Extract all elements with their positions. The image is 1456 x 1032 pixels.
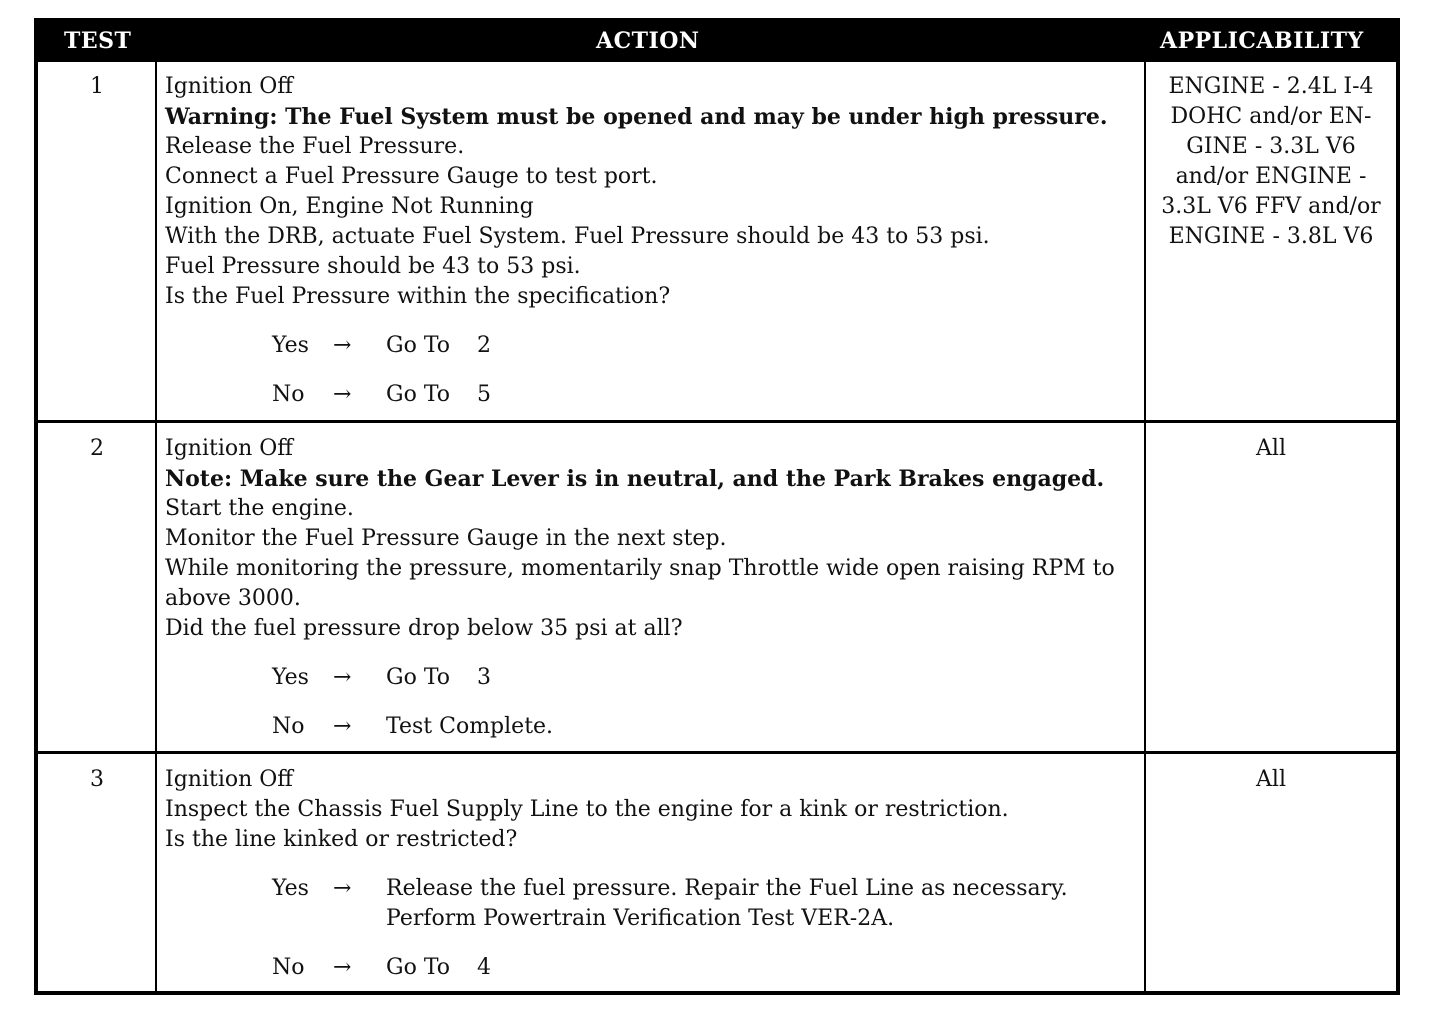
action-line: Ignition Off <box>165 436 293 461</box>
yes-step: 2 <box>477 333 491 358</box>
warning-line: Warning: The Fuel System must be opened and may be under high pressure. <box>165 104 1108 130</box>
yes-result: Go To <box>386 333 451 358</box>
yes-result-line: Release the fuel pressure. Repair the Fuel Line as necessary. <box>386 876 1068 901</box>
test-number: 3 <box>90 767 104 792</box>
note-line: Note: Make sure the Gear Lever is in neutral, and the Park Brakes engaged. <box>165 466 1105 492</box>
no-result: Go To <box>386 382 451 407</box>
action-line: While monitoring the pressure, momentarily snap Throttle wide open raising RPM to <box>165 556 1115 581</box>
yes-result-line: Perform Powertrain Verification Test VER-2A. <box>386 906 895 931</box>
yes-result <box>386 874 1146 934</box>
header-test: TEST <box>64 28 132 54</box>
action-line: Ignition On, Engine Not Running <box>165 194 534 219</box>
row-divider <box>38 751 1396 754</box>
test-number: 2 <box>90 436 104 461</box>
yes-branch <box>165 331 1155 361</box>
action-cell <box>165 72 1155 410</box>
applicability-line: and/or ENGINE - <box>1175 164 1367 189</box>
arrow-icon: → <box>333 876 352 901</box>
applicability-cell <box>1150 765 1392 795</box>
action-cell <box>165 765 1155 983</box>
row-divider <box>38 420 1396 423</box>
action-line: Ignition Off <box>165 74 293 99</box>
yes-branch <box>165 874 1155 934</box>
yes-step: 3 <box>477 665 491 690</box>
applicability-line: All <box>1256 767 1286 792</box>
arrow-icon: → <box>333 333 352 358</box>
applicability-line: ENGINE - 3.8L V6 <box>1168 224 1374 249</box>
no-label: No <box>272 955 305 980</box>
yes-branch <box>165 663 1155 693</box>
no-result: Go To <box>386 955 451 980</box>
yes-label: Yes <box>272 665 309 690</box>
action-line: Monitor the Fuel Pressure Gauge in the next step. <box>165 526 727 551</box>
no-label: No <box>272 382 305 407</box>
action-line: Ignition Off <box>165 767 293 792</box>
no-step: 5 <box>477 382 491 407</box>
applicability-line: GINE - 3.3L V6 <box>1186 134 1356 159</box>
applicability-line: ENGINE - 2.4L I-4 <box>1168 74 1374 99</box>
diagnostic-table <box>34 18 1400 995</box>
yes-result: Go To <box>386 665 451 690</box>
action-line: Did the fuel pressure drop below 35 psi at all? <box>165 616 683 641</box>
applicability-cell <box>1150 434 1392 464</box>
table-header <box>38 22 1396 62</box>
arrow-icon: → <box>333 665 352 690</box>
arrow-icon: → <box>333 955 352 980</box>
action-line: Release the Fuel Pressure. <box>165 134 465 159</box>
yes-label: Yes <box>272 876 309 901</box>
applicability-line: All <box>1256 436 1286 461</box>
action-line: Start the engine. <box>165 496 354 521</box>
action-line: above 3000. <box>165 586 301 611</box>
arrow-icon: → <box>333 382 352 407</box>
arrow-icon: → <box>333 714 352 739</box>
test-number: 1 <box>90 74 104 99</box>
no-branch <box>165 380 1155 410</box>
no-step: 4 <box>477 955 491 980</box>
header-action: ACTION <box>596 28 700 54</box>
action-line: Is the line kinked or restricted? <box>165 827 518 852</box>
action-line: Inspect the Chassis Fuel Supply Line to the engine for a kink or restriction. <box>165 797 1009 822</box>
action-line: Connect a Fuel Pressure Gauge to test port. <box>165 164 658 189</box>
action-line: Fuel Pressure should be 43 to 53 psi. <box>165 254 581 279</box>
no-label: No <box>272 714 305 739</box>
no-result: Test Complete. <box>386 714 554 739</box>
yes-label: Yes <box>272 333 309 358</box>
applicability-line: 3.3L V6 FFV and/or <box>1161 194 1381 219</box>
action-line: Is the Fuel Pressure within the specification? <box>165 284 671 309</box>
applicability-cell <box>1150 72 1392 252</box>
action-line: With the DRB, actuate Fuel System. Fuel Pressure should be 43 to 53 psi. <box>165 224 990 249</box>
header-applicability: APPLICABILITY <box>1160 28 1364 54</box>
applicability-line: DOHC and/or EN- <box>1170 104 1372 129</box>
no-branch <box>165 953 1155 983</box>
action-cell <box>165 434 1155 742</box>
no-branch <box>165 712 1155 742</box>
column-divider <box>155 62 157 991</box>
